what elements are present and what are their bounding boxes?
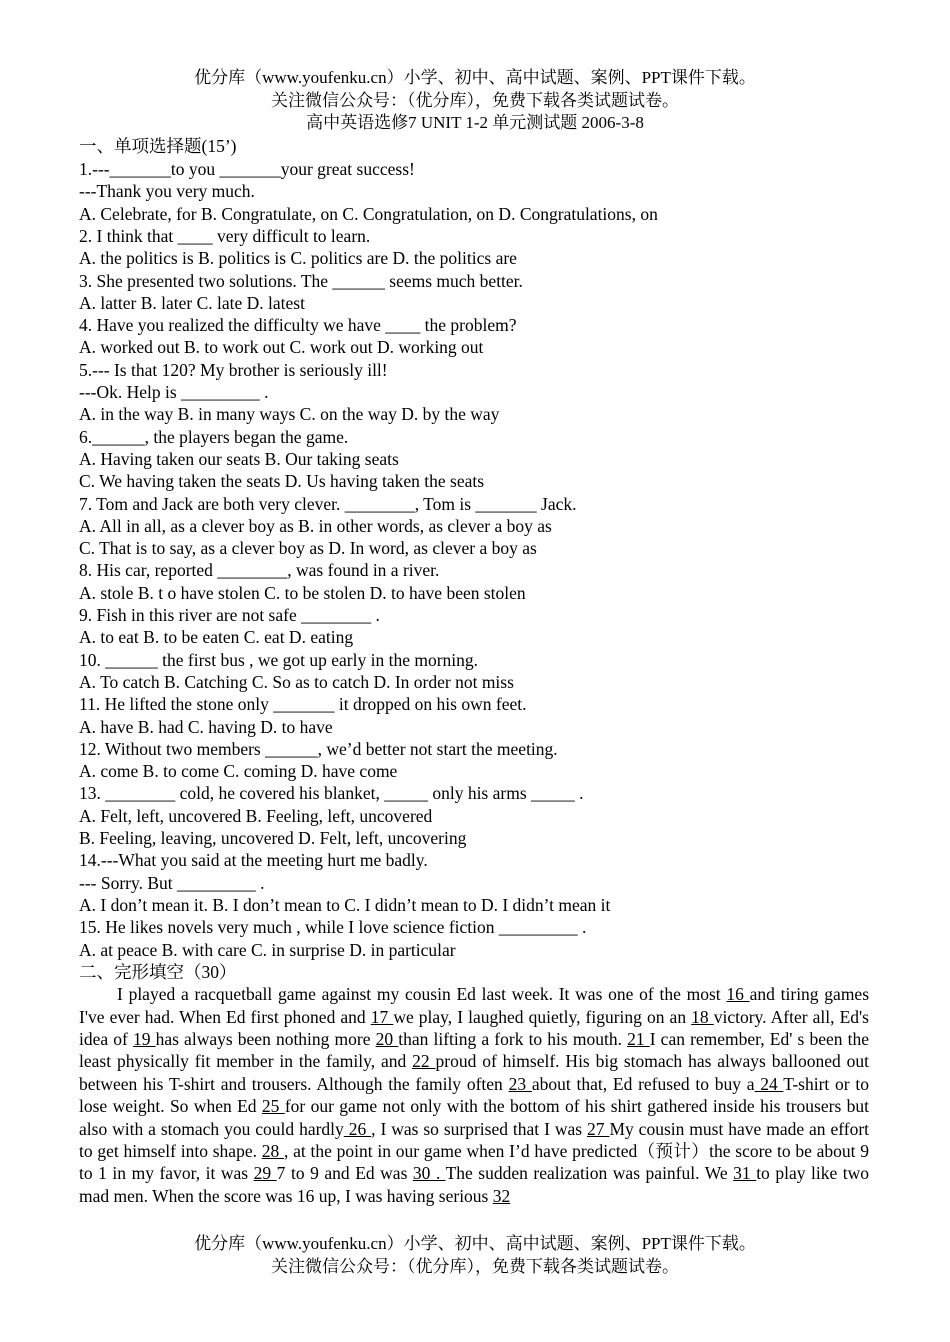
passage-text: proud of himself. His big stomach has always ballooned out between his T-shirt and trousers. Although the family often bbox=[79, 1051, 870, 1094]
question-line: C. That is to say, as a clever boy as D. In word, as clever a boy as bbox=[79, 538, 537, 559]
cloze-blank: 26 bbox=[343, 1118, 372, 1139]
passage-text: we play, I laughed quietly, figuring on an bbox=[393, 1006, 692, 1027]
question-line: 6.______, the players began the game. bbox=[79, 426, 349, 447]
cloze-blank: 24 bbox=[754, 1073, 784, 1094]
question-line: 7. Tom and Jack are both very clever. ________, Tom is _______ Jack. bbox=[79, 493, 577, 514]
passage-text: , at the point in our game when I’d have predicted（预计）the score to be about 9 to 1 in my favor, it was bbox=[79, 1140, 869, 1184]
passage-text: than lifting a fork to his mouth. bbox=[398, 1028, 628, 1049]
question-line: C. We having taken the seats D. Us having taken the seats bbox=[79, 471, 485, 492]
passage-text: , I was so surprised that I was bbox=[371, 1118, 587, 1139]
passage-text: about that, Ed refused to buy a bbox=[531, 1073, 755, 1094]
cloze-passage bbox=[79, 983, 869, 1207]
cloze-blank: 22 bbox=[412, 1051, 436, 1072]
cloze-blank: 21 bbox=[627, 1028, 650, 1049]
header-site-line: 优分库（www.youfenku.cn）小学、初中、高中试题、案例、PPT课件下载。 bbox=[194, 68, 756, 87]
cloze-blank: 17 bbox=[370, 1006, 394, 1027]
question-line: 15. He likes novels very much , while I love science fiction _________ . bbox=[79, 917, 587, 938]
passage-text: I played a racquetball game against my cousin Ed last week. It was one of the most bbox=[117, 984, 727, 1005]
passage-text: The sudden realization was painful. We bbox=[445, 1163, 734, 1184]
question-line: A. Felt, left, uncovered B. Feeling, left, uncovered bbox=[79, 805, 433, 826]
question-line: 10. ______ the first bus , we got up early in the morning. bbox=[79, 649, 479, 670]
cloze-blank: 23 bbox=[508, 1073, 532, 1094]
question-line: A. latter B. later C. late D. latest bbox=[79, 292, 305, 313]
question-line: 14.---What you said at the meeting hurt me badly. bbox=[79, 850, 428, 871]
question-line: A. come B. to come C. coming D. have come bbox=[79, 761, 398, 782]
cloze-blank: 16 bbox=[726, 984, 750, 1005]
question-line: A. To catch B. Catching C. So as to catch D. In order not miss bbox=[79, 671, 514, 692]
passage-text: victory. After all, Ed's idea of bbox=[79, 1006, 869, 1049]
question-line: --- Sorry. But _________ . bbox=[79, 872, 265, 893]
question-line: 9. Fish in this river are not safe ________ . bbox=[79, 605, 380, 625]
question-line: A. Celebrate, for B. Congratulate, on C. Congratulation, on D. Congratulations, on bbox=[79, 203, 658, 224]
question-line: A. in the way B. in many ways C. on the way D. by the way bbox=[79, 404, 500, 425]
question-line: 2. I think that ____ very difficult to learn. bbox=[79, 225, 371, 246]
passage-text: 7 to 9 and Ed was bbox=[276, 1163, 413, 1184]
cloze-blank: 28 bbox=[261, 1140, 284, 1161]
question-line: 3. She presented two solutions. The ______ seems much better. bbox=[79, 270, 523, 291]
question-line: 12. Without two members ______, we’d better not start the meeting. bbox=[79, 738, 558, 759]
question-line: B. Feeling, leaving, uncovered D. Felt, left, uncovering bbox=[79, 828, 467, 848]
question-line: 11. He lifted the stone only _______ it dropped on his own feet. bbox=[79, 694, 527, 715]
question-line: A. I don’t mean it. B. I don’t mean to C. I didn’t mean to D. I didn’t mean it bbox=[79, 894, 611, 915]
passage-text: I can remember, Ed' s been the least physically fit member in the family, and bbox=[79, 1028, 869, 1072]
question-line: A. to eat B. to be eaten C. eat D. eating bbox=[79, 627, 354, 648]
cloze-blank: 27 bbox=[587, 1118, 610, 1139]
question-line: A. at peace B. with care C. in surprise D. in particular bbox=[79, 939, 456, 960]
question-line: 13. ________ cold, he covered his blanket, _____ only his arms _____ . bbox=[79, 783, 584, 804]
question-line: 8. His car, reported ________, was found in a river. bbox=[79, 560, 440, 581]
cloze-blank: 29 bbox=[253, 1163, 277, 1184]
cloze-blank: 18 bbox=[691, 1006, 714, 1027]
passage-text: T-shirt or to lose weight. So when Ed bbox=[79, 1073, 870, 1117]
question-line: A. Having taken our seats B. Our taking seats bbox=[79, 448, 399, 469]
cloze-blank: 31 bbox=[733, 1163, 757, 1184]
question-line: ---Thank you very much. bbox=[79, 181, 255, 202]
passage-text: has always been nothing more bbox=[155, 1028, 376, 1049]
document-title: 高中英语选修7 UNIT 1-2 单元测试题 2006-3-8 bbox=[306, 113, 644, 132]
passage-text: for our game not only with the bottom of his shirt gathered inside his trousers but also with a stomach you could hardly bbox=[79, 1096, 870, 1139]
question-line: A. the politics is B. politics is C. politics are D. the politics are bbox=[79, 248, 517, 269]
cloze-blank: 19 bbox=[132, 1028, 156, 1049]
cloze-blank: 30 . bbox=[412, 1163, 446, 1184]
cloze-blank: 32 bbox=[492, 1185, 511, 1206]
cloze-blank: 20 bbox=[375, 1028, 399, 1049]
passage-text: and tiring games I've ever had. When Ed first phoned and bbox=[79, 984, 870, 1027]
cloze-blank: 25 bbox=[261, 1096, 285, 1117]
passage-text: My cousin must have made an effort to get himself into shape. bbox=[79, 1118, 870, 1161]
question-line: A. All in all, as a clever boy as B. in other words, as clever a boy as bbox=[79, 515, 552, 536]
footer-site-line: 优分库（www.youfenku.cn）小学、初中、高中试题、案例、PPT课件下载。 bbox=[194, 1234, 756, 1253]
question-line: 4. Have you realized the difficulty we have ____ the problem? bbox=[79, 315, 517, 336]
question-line: 1.---_______to you _______your great success! bbox=[79, 159, 415, 179]
cloze-section-heading: 二、完形填空（30） bbox=[79, 961, 237, 982]
header-wechat-line: 关注微信公众号：（优分库），免费下载各类试题试卷。 bbox=[271, 91, 679, 110]
question-line: A. worked out B. to work out C. work out D. working out bbox=[79, 337, 484, 358]
section-heading: 一、单项选择题(15’) bbox=[79, 136, 237, 156]
passage-text: to play like two mad men. When the score was 16 up, I was having serious bbox=[79, 1163, 870, 1206]
question-line: A. have B. had C. having D. to have bbox=[79, 716, 333, 737]
question-line: 5.--- Is that 120? My brother is seriously ill! bbox=[79, 359, 388, 380]
question-line: A. stole B. t o have stolen C. to be stolen D. to have been stolen bbox=[79, 582, 526, 603]
footer-wechat-line: 关注微信公众号：（优分库），免费下载各类试题试卷。 bbox=[271, 1257, 679, 1276]
question-line: ---Ok. Help is _________ . bbox=[79, 382, 269, 402]
